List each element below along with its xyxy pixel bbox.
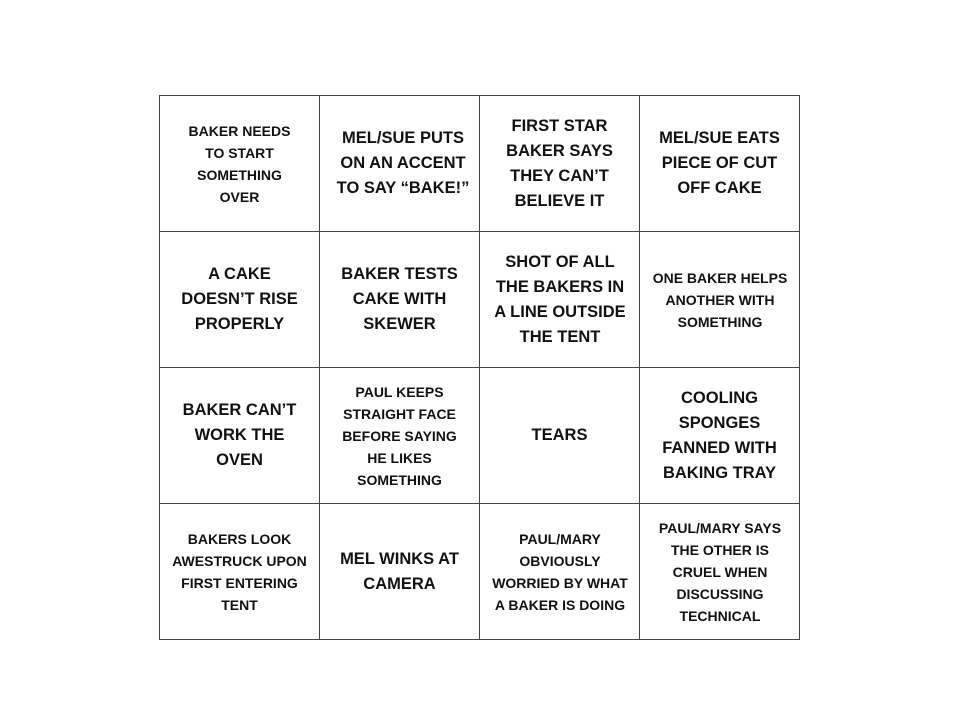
bingo-cell-text: SHOT OF ALL THE BAKERS IN A LINE OUTSIDE THE TENT (494, 252, 626, 346)
bingo-row (160, 232, 800, 368)
bingo-cell-text: COOLING SPONGES FANNED WITH BAKING TRAY (662, 388, 777, 482)
bingo-cell-text: PAUL/MARY OBVIOUSLY WORRIED BY WHAT A BAKER IS DOING (492, 530, 628, 613)
bingo-cell-text: MEL WINKS AT CAMERA (340, 549, 459, 593)
bingo-cell (160, 368, 320, 504)
bingo-cell (640, 96, 800, 232)
bingo-cell (160, 96, 320, 232)
bingo-cell-text: MEL/SUE EATS PIECE OF CUT OFF CAKE (659, 129, 780, 197)
bingo-cell-text: FIRST STAR BAKER SAYS THEY CAN’T BELIEVE IT (506, 116, 613, 210)
bingo-cell-text: PAUL/MARY SAYS THE OTHER IS CRUEL WHEN DISCUSSING TECHNICAL (658, 519, 782, 624)
bingo-cell (320, 504, 480, 640)
bingo-cell (480, 504, 640, 640)
bingo-cell (480, 96, 640, 232)
bingo-row (160, 368, 800, 504)
bingo-cell (640, 368, 800, 504)
bingo-cell (320, 232, 480, 368)
bingo-cell (320, 96, 480, 232)
bingo-cell (160, 504, 320, 640)
bingo-cell-text: MEL/SUE PUTS ON AN ACCENT TO SAY “BAKE!” (336, 129, 470, 197)
bingo-row (160, 504, 800, 640)
bingo-cell-text: ONE BAKER HELPS ANOTHER WITH SOMETHING (652, 269, 788, 330)
bingo-cell (640, 504, 800, 640)
bingo-cell-text: A CAKE DOESN’T RISE PROPERLY (181, 265, 298, 333)
bingo-cell (480, 368, 640, 504)
bingo-cell-text: PAUL KEEPS STRAIGHT FACE BEFORE SAYING HE LIKES SOMETHING (342, 383, 457, 488)
bingo-cell (480, 232, 640, 368)
bingo-cell-text: BAKER CAN’T WORK THE OVEN (182, 401, 297, 469)
bingo-cell (160, 232, 320, 368)
bingo-cell-text: BAKER NEEDS TO START SOMETHING OVER (188, 122, 291, 205)
bingo-cell (320, 368, 480, 504)
bingo-cell-text: BAKERS LOOK AWESTRUCK UPON FIRST ENTERING TENT (172, 530, 307, 613)
bingo-row (160, 96, 800, 232)
bingo-cell-text: TEARS (531, 426, 588, 444)
bingo-cell-text: BAKER TESTS CAKE WITH SKEWER (341, 265, 458, 333)
bingo-card (159, 95, 800, 640)
bingo-cell (640, 232, 800, 368)
